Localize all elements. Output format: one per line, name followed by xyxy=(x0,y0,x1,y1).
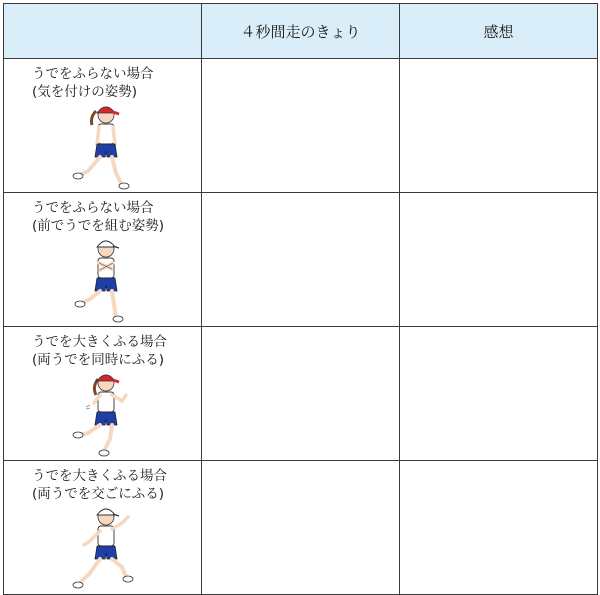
condition-cell xyxy=(4,59,202,193)
runner-alternate-arms-swing-illustration xyxy=(66,501,146,593)
condition-line2: (前でうでを組む姿勢) xyxy=(32,218,165,234)
header-distance: ４秒間走のきょり xyxy=(202,4,400,59)
header-condition xyxy=(4,4,202,59)
impression-cell[interactable] xyxy=(400,59,598,193)
condition-line1: うでをふらない場合 xyxy=(32,66,154,82)
condition-line1: うでをふらない場合 xyxy=(32,200,154,216)
distance-cell[interactable] xyxy=(202,59,400,193)
condition-line2: (両うでを同時にふる) xyxy=(32,352,165,368)
table-row xyxy=(4,327,598,461)
condition-line2: (両うでを交ごにふる) xyxy=(32,486,165,502)
runner-arms-at-side-illustration xyxy=(66,99,146,191)
distance-cell[interactable] xyxy=(202,461,400,595)
record-table xyxy=(3,3,598,595)
condition-cell xyxy=(4,461,202,595)
header-row xyxy=(4,4,598,59)
impression-cell[interactable] xyxy=(400,327,598,461)
header-impression: 感想 xyxy=(400,4,598,59)
condition-cell xyxy=(4,193,202,327)
distance-cell[interactable] xyxy=(202,193,400,327)
condition-line1: うでを大きくふる場合 xyxy=(32,334,167,350)
table-row xyxy=(4,193,598,327)
impression-cell[interactable] xyxy=(400,193,598,327)
condition-line1: うでを大きくふる場合 xyxy=(32,468,167,484)
condition-line2: (気を付けの姿勢) xyxy=(32,84,138,100)
table-row xyxy=(4,461,598,595)
condition-cell xyxy=(4,327,202,461)
runner-both-arms-swing-illustration xyxy=(66,367,146,459)
table-row xyxy=(4,59,598,193)
runner-arms-crossed-illustration xyxy=(66,233,146,325)
impression-cell[interactable] xyxy=(400,461,598,595)
distance-cell[interactable] xyxy=(202,327,400,461)
